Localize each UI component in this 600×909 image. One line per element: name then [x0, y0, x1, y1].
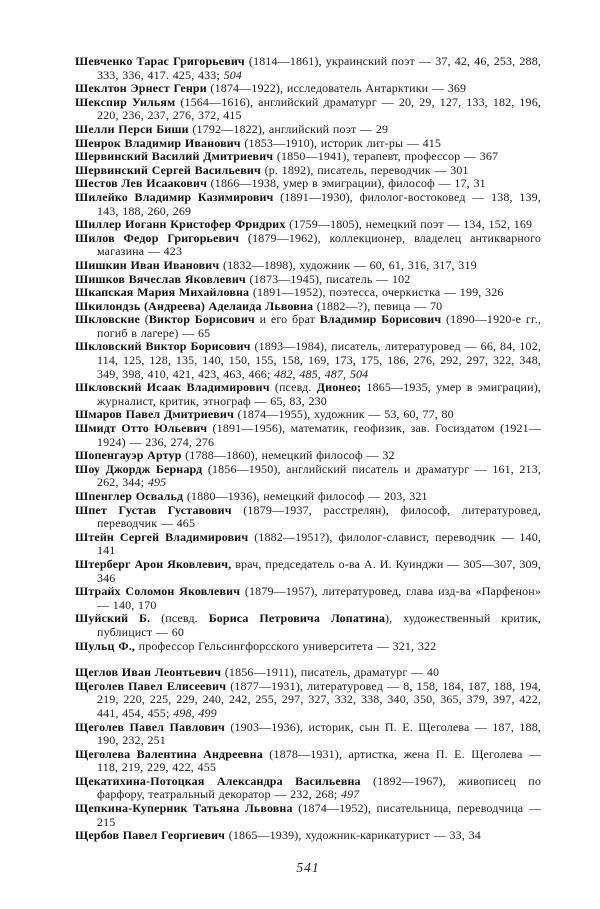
index-entry: [75, 829, 541, 843]
person-name: Щеголева Валентина Андреевна: [75, 746, 263, 761]
person-name: Шилов Федор Григорьевич: [75, 230, 240, 245]
entry-text: (1879—1957), литературовед, глава изд-ва «Парфенон» — 140, 170: [97, 584, 542, 612]
italic-page-refs: 497: [340, 787, 360, 802]
index-entry: [75, 449, 541, 463]
entry-text: 1865—1935, умер в эмиграции), журналист, критик, этнограф — 65, 83, 230: [97, 380, 541, 408]
entry-text: (1788—1860), немецкий философ — 32: [181, 448, 395, 463]
person-name: Щербов Павел Георгиевич: [75, 828, 226, 843]
entry-text: (1880—1936), немецкий философ — 203, 321: [183, 489, 428, 503]
index-entry: [75, 504, 541, 531]
italic-page-refs: 495: [147, 475, 167, 490]
entry-text: (1832—1898), художник — 60, 61, 316, 317, 319: [219, 257, 477, 272]
person-name: Шпенглер Освальд: [75, 489, 184, 503]
person-name: Шеклтон Эрнест Генри: [75, 81, 207, 96]
index-entry: [75, 82, 541, 96]
person-name: Шиллер Иоганн Кристофер Фридрих: [75, 217, 286, 232]
index-entry: [75, 422, 541, 449]
person-name: Шкловский Исаак Владимирович: [75, 380, 270, 395]
index-entry: [75, 259, 541, 273]
index-entry: [75, 612, 541, 639]
index-entry: [75, 232, 541, 259]
entry-text: (1856—1950), английский писатель и драматург — 161, 213, 262, 344;: [97, 461, 541, 490]
entry-text: (1891—1956), математик, геофизик, зав. Госиздатом (1921—1924) — 236, 274, 276: [97, 421, 541, 449]
entry-text: (1850—1941), терапевт, профессор — 367: [273, 149, 499, 164]
person-name: Шмаров Павел Дмитриевич: [75, 407, 234, 422]
person-name: Шкловский Виктор Борисович: [75, 339, 251, 354]
person-name: Шуйский Б.: [75, 611, 151, 626]
entry-text: ), художественный критик, публицист — 60: [97, 611, 542, 639]
person-name: Шкилондзь (Андреева) Аделаида Львовна: [75, 298, 314, 313]
index-entry: [75, 775, 541, 802]
person-name: Щеголев Павел Павлович: [75, 719, 225, 734]
entry-text: (1877—1931), литературовед — 8, 158, 184, 187, 188, 194, 219, 220, 225, 229, 240, 242, 255, 297, 327, 332, 338, 340, 350, 365, 379, 397, 422, 441, 454, 455;: [97, 678, 541, 720]
person-name: Шкловские: [75, 312, 140, 327]
person-name: Шевченко Тарас Григорьевич: [75, 54, 245, 68]
entry-text: (1564—1616), английский драматург — 20, 29, 127, 133, 182, 196, 220, 236, 237, 276, 372, 415: [97, 94, 542, 123]
entry-text: (псевд.: [150, 611, 209, 626]
index-entry: [75, 640, 541, 654]
entry-text: (1853—1910), историк лит-ры — 415: [240, 135, 442, 150]
index-entry: [75, 286, 541, 300]
entry-text: (р. 1892), писатель, переводчик — 301: [260, 162, 469, 177]
italic-page-refs: 482, 485, 487, 504: [274, 366, 369, 381]
entry-text: Владимир Борисович: [319, 312, 442, 327]
name-index: [75, 55, 541, 843]
entry-text: (1892—1967), живописец по фарфору, театральный декоратор — 232, 268;: [97, 773, 541, 802]
entry-text: (1874—1952), писательница, переводчица — 215: [97, 801, 541, 829]
entry-text: (1878—1931), артистка, жена П. Е. Щеголева — 118, 219, 229, 422, 455: [97, 746, 541, 775]
index-entry: [75, 408, 541, 422]
index-entry: [75, 802, 541, 829]
person-name: Шишков Вячеслав Яковлевич: [75, 271, 246, 286]
entry-text: (1891—1930), филолог-востоковед — 138, 139, 143, 188, 260, 269: [97, 189, 541, 218]
entry-text: (1814—1861), украинский поэт — 37, 42, 46, 253, 288, 333, 336, 417. 425, 433;: [97, 54, 541, 82]
index-entry: [75, 381, 541, 408]
person-name: Шоу Джордж Бернард: [75, 461, 203, 476]
entry-text: (1891—1952), поэтесса, очеркистка — 199, 326: [249, 285, 504, 300]
entry-text: (1865—1939), художник-карикатурист — 33, 34: [225, 828, 481, 843]
entry-text: (1882—?), певица — 70: [313, 298, 443, 313]
person-name: Шелли Перси Биши: [75, 121, 189, 136]
entry-text: Дионео;: [316, 380, 362, 395]
entry-text: (1879—1962), коллекционер, владелец антикварного магазина — 423: [97, 230, 541, 259]
entry-text: (1903—1936), историк, сын П. Е. Щеголева — 187, 188, 190, 232, 251: [97, 719, 541, 748]
person-name: Штейн Сергей Владимирович: [75, 529, 249, 544]
entry-text: (1866—1938, умер в эмиграции), философ — 17, 31: [207, 176, 486, 191]
index-entry: [75, 137, 541, 151]
person-name: Штерберг Арон Яковлевич,: [75, 556, 232, 571]
person-name: Штрайх Соломон Яковлевич: [75, 584, 241, 599]
index-entry: [75, 273, 541, 287]
page-number: 541: [296, 859, 320, 875]
index-entry: [75, 463, 541, 490]
index-entry: [75, 721, 541, 748]
index-entry: [75, 340, 541, 381]
index-entry: [75, 96, 541, 123]
entry-text: врач, председатель о-ва А. И. Куинджи — 305—307, 309, 346: [97, 556, 542, 585]
person-name: Шпет Густав Густавович: [75, 502, 232, 517]
person-name: Шопенгауэр Артур: [75, 448, 182, 463]
entry-text: (1759—1805), немецкий поэт — 134, 152, 169: [285, 217, 533, 232]
entry-text: Бориса Петровича Лопатина: [208, 611, 385, 626]
index-entry: [75, 531, 541, 558]
entry-text: (1792—1822), английский поэт — 29: [188, 121, 389, 136]
entry-text: (1856—1911), писатель, драматург — 40: [221, 665, 440, 680]
index-entry: [75, 150, 541, 164]
index-entry: [75, 680, 541, 721]
entry-text: Виктор Борисович: [148, 312, 255, 327]
index-entry: [75, 558, 541, 585]
entry-text: и его брат: [254, 312, 320, 327]
person-name: Шервинский Василий Дмитриевич: [75, 149, 274, 164]
person-name: Щепкина-Куперник Татьяна Львовна: [75, 801, 293, 816]
index-entry: [75, 218, 541, 232]
entry-text: (1882—1951?), филолог-славист, переводчик — 140, 141: [97, 529, 541, 558]
person-name: Шульц Ф.,: [75, 638, 136, 653]
index-entry: [75, 177, 541, 191]
person-name: Шервинский Сергей Васильевич: [75, 162, 261, 177]
entry-text: (1879—1937, расстрелян), философ, литературовед, переводчик — 465: [97, 502, 541, 531]
italic-page-refs: 504: [223, 67, 243, 82]
person-name: Шестов Лев Исаакович: [75, 176, 207, 191]
index-entry: [75, 748, 541, 775]
entry-text: профессор Гельсингфорсского университета — 321, 322: [135, 638, 437, 653]
person-name: Шилейко Владимир Казимирович: [75, 189, 274, 204]
index-section-Щ: [75, 666, 541, 843]
index-entry: [75, 490, 541, 504]
index-section-Ш: [75, 55, 541, 653]
entry-text: (1873—1945), писатель — 102: [245, 271, 411, 286]
person-name: Шмидт Отто Юльевич: [75, 421, 208, 436]
person-name: Шкапская Мария Михайловна: [75, 285, 250, 300]
index-entry: [75, 585, 541, 612]
index-entry: [75, 123, 541, 137]
entry-text: (: [139, 312, 149, 327]
person-name: Щеголев Павел Елисеевич: [75, 678, 227, 693]
index-entry: [75, 313, 541, 340]
italic-page-refs: 498, 499: [173, 705, 217, 720]
entry-text: (1890—1920-е гг., погиб в лагере) — 65: [97, 312, 541, 340]
index-entry: [75, 666, 541, 680]
entry-text: (псевд.: [269, 380, 317, 395]
person-name: Щеглов Иван Леонтьевич: [75, 665, 222, 680]
entry-text: (1874—1955), художник — 53, 60, 77, 80: [233, 407, 454, 422]
entry-text: (1893—1984), писатель, литературовед — 66, 84, 102, 114, 125, 128, 135, 140, 150, 155, 158, 169, 173, 175, 186, 276, 292, 297, 322, 348, 349, 398, 410, 421, 423, 463, 466;: [97, 339, 541, 381]
index-entry: [75, 164, 541, 178]
person-name: Шекспир Уильям: [75, 94, 176, 109]
person-name: Шенрок Владимир Иванович: [75, 135, 241, 150]
person-name: Шишкин Иван Иванович: [75, 257, 220, 272]
person-name: Щекатихина-Потоцкая Александра Васильевна: [75, 773, 361, 788]
index-entry: [75, 300, 541, 314]
index-entry: [75, 55, 541, 82]
entry-text: (1874—1922), исследователь Антарктики — 369: [206, 81, 467, 96]
index-entry: [75, 191, 541, 218]
